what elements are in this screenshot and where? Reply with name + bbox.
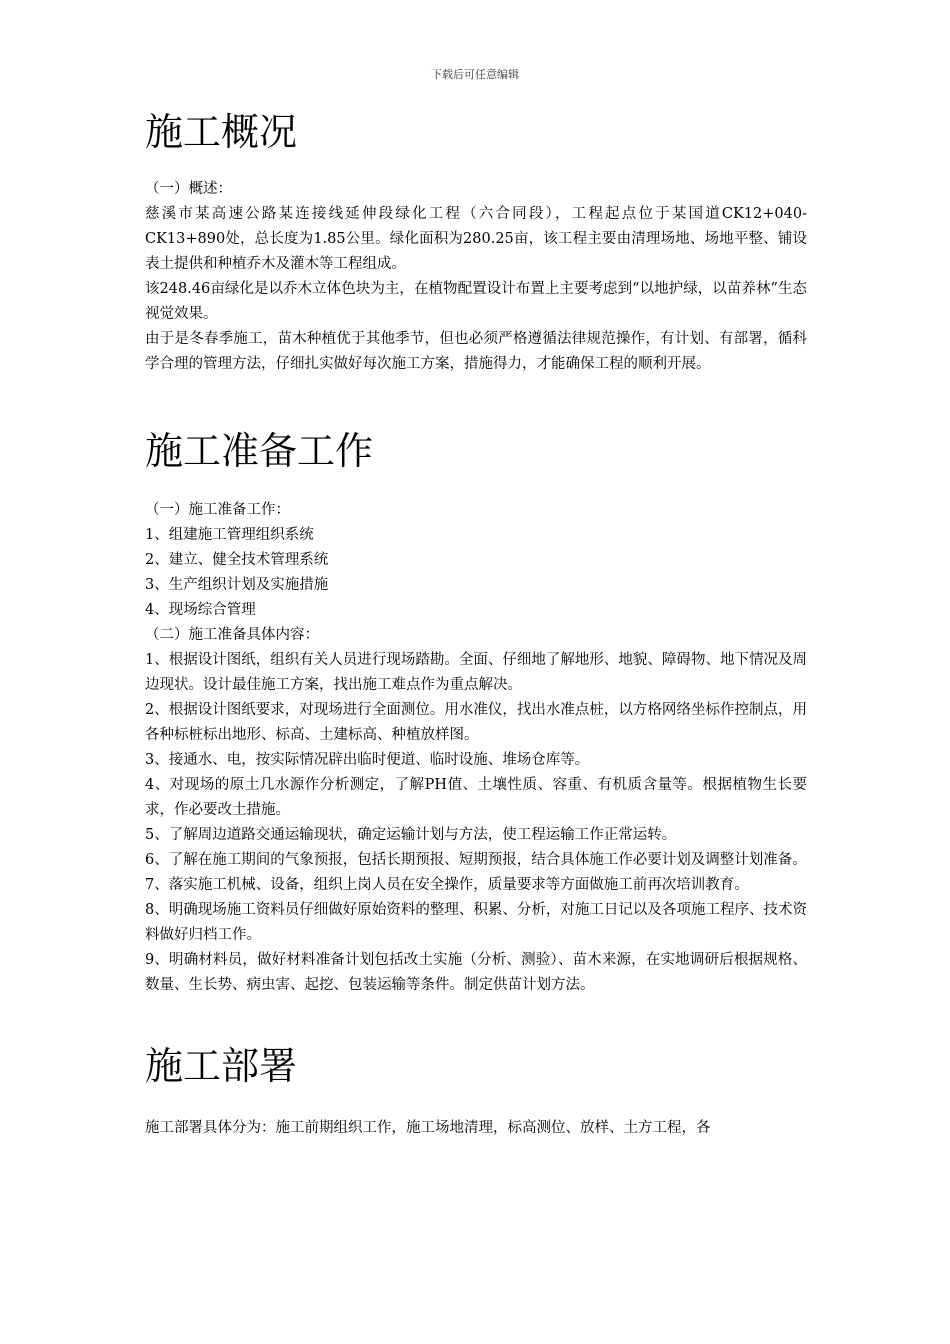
paragraph: 该248.46亩绿化是以乔木立体色块为主，在植物配置设计布置上主要考虑到“以地护绿，以苗养林”生态视觉效果。	[145, 281, 807, 322]
paragraph: 施工部署具体分为：施工前期组织工作，施工场地清理，标高测位、放样、土方工程，各	[145, 1120, 711, 1136]
section-title-preparation: 施工准备工作	[145, 429, 374, 473]
section-title-deployment: 施工部署	[145, 1044, 298, 1088]
section-body-preparation	[145, 498, 807, 998]
section-body-deployment	[145, 1116, 807, 1141]
list-item: 1、组建施工管理组织系统	[145, 527, 314, 543]
list-item: 8、明确现场施工资料员仔细做好原始资料的整理、积累、分析，对施工日记以及各项施工程序、技术资料做好归档工作。	[145, 902, 807, 943]
list-item: 3、生产组织计划及实施措施	[145, 577, 329, 593]
section-body-overview	[145, 177, 807, 377]
section-title-overview: 施工概况	[145, 110, 298, 154]
list-item: 4、现场综合管理	[145, 602, 256, 618]
paragraph: 由于是冬春季施工，苗木种植优于其他季节，但也必须严格遵循法律规范操作，有计划、有部署，循科学合理的管理方法，仔细扎实做好每次施工方案，措施得力，才能确保工程的顺利开展。	[145, 331, 807, 372]
list-item: 6、了解在施工期间的气象预报，包括长期预报、短期预报，结合具体施工作必要计划及调整计划准备。	[145, 852, 807, 868]
header-note: 下载后可任意编辑	[431, 68, 519, 81]
list-item: 3、接通水、电，按实际情况辟出临时便道、临时设施、堆场仓库等。	[145, 752, 590, 768]
list-item: 5、了解周边道路交通运输现状，确定运输计划与方法，使工程运输工作正常运转。	[145, 827, 677, 843]
list-item: 9、明确材料员，做好材料准备计划包括改土实施（分析、测验）、苗木来源，在实地调研后根据规格、数量、生长势、病虫害、起挖、包装运输等条件。制定供苗计划方法。	[145, 952, 807, 993]
list-item: 4、对现场的原土几水源作分析测定，了解PH值、土壤性质、容重、有机质含量等。根据植物生长要求，作必要改土措施。	[145, 777, 807, 818]
paragraph: （一）概述：	[145, 181, 232, 197]
paragraph: （二）施工准备具体内容：	[145, 627, 319, 643]
list-item: 7、落实施工机械、设备，组织上岗人员在安全操作，质量要求等方面做施工前再次培训教育。	[145, 877, 749, 893]
list-item: 1、根据设计图纸，组织有关人员进行现场踏勘。全面、仔细地了解地形、地貌、障碍物、地下情况及周边现状。设计最佳施工方案，找出施工难点作为重点解决。	[145, 652, 807, 693]
paragraph: （一）施工准备工作：	[145, 502, 290, 518]
list-item: 2、根据设计图纸要求，对现场进行全面测位。用水准仪，找出水准点桩，以方格网络坐标作控制点，用各种标桩标出地形、标高、土建标高、种植放样图。	[145, 702, 807, 743]
document-body	[145, 100, 807, 1141]
paragraph: 慈溪市某高速公路某连接线延伸段绿化工程（六合同段），工程起点位于某国道CK12+040-CK13+890处，总长度为1.85公里。绿化面积为280.25亩，该工程主要由清理场地、场地平整、铺设表土提供和种植乔木及灌木等工程组成。	[145, 206, 807, 272]
list-item: 2、建立、健全技术管理系统	[145, 552, 329, 568]
